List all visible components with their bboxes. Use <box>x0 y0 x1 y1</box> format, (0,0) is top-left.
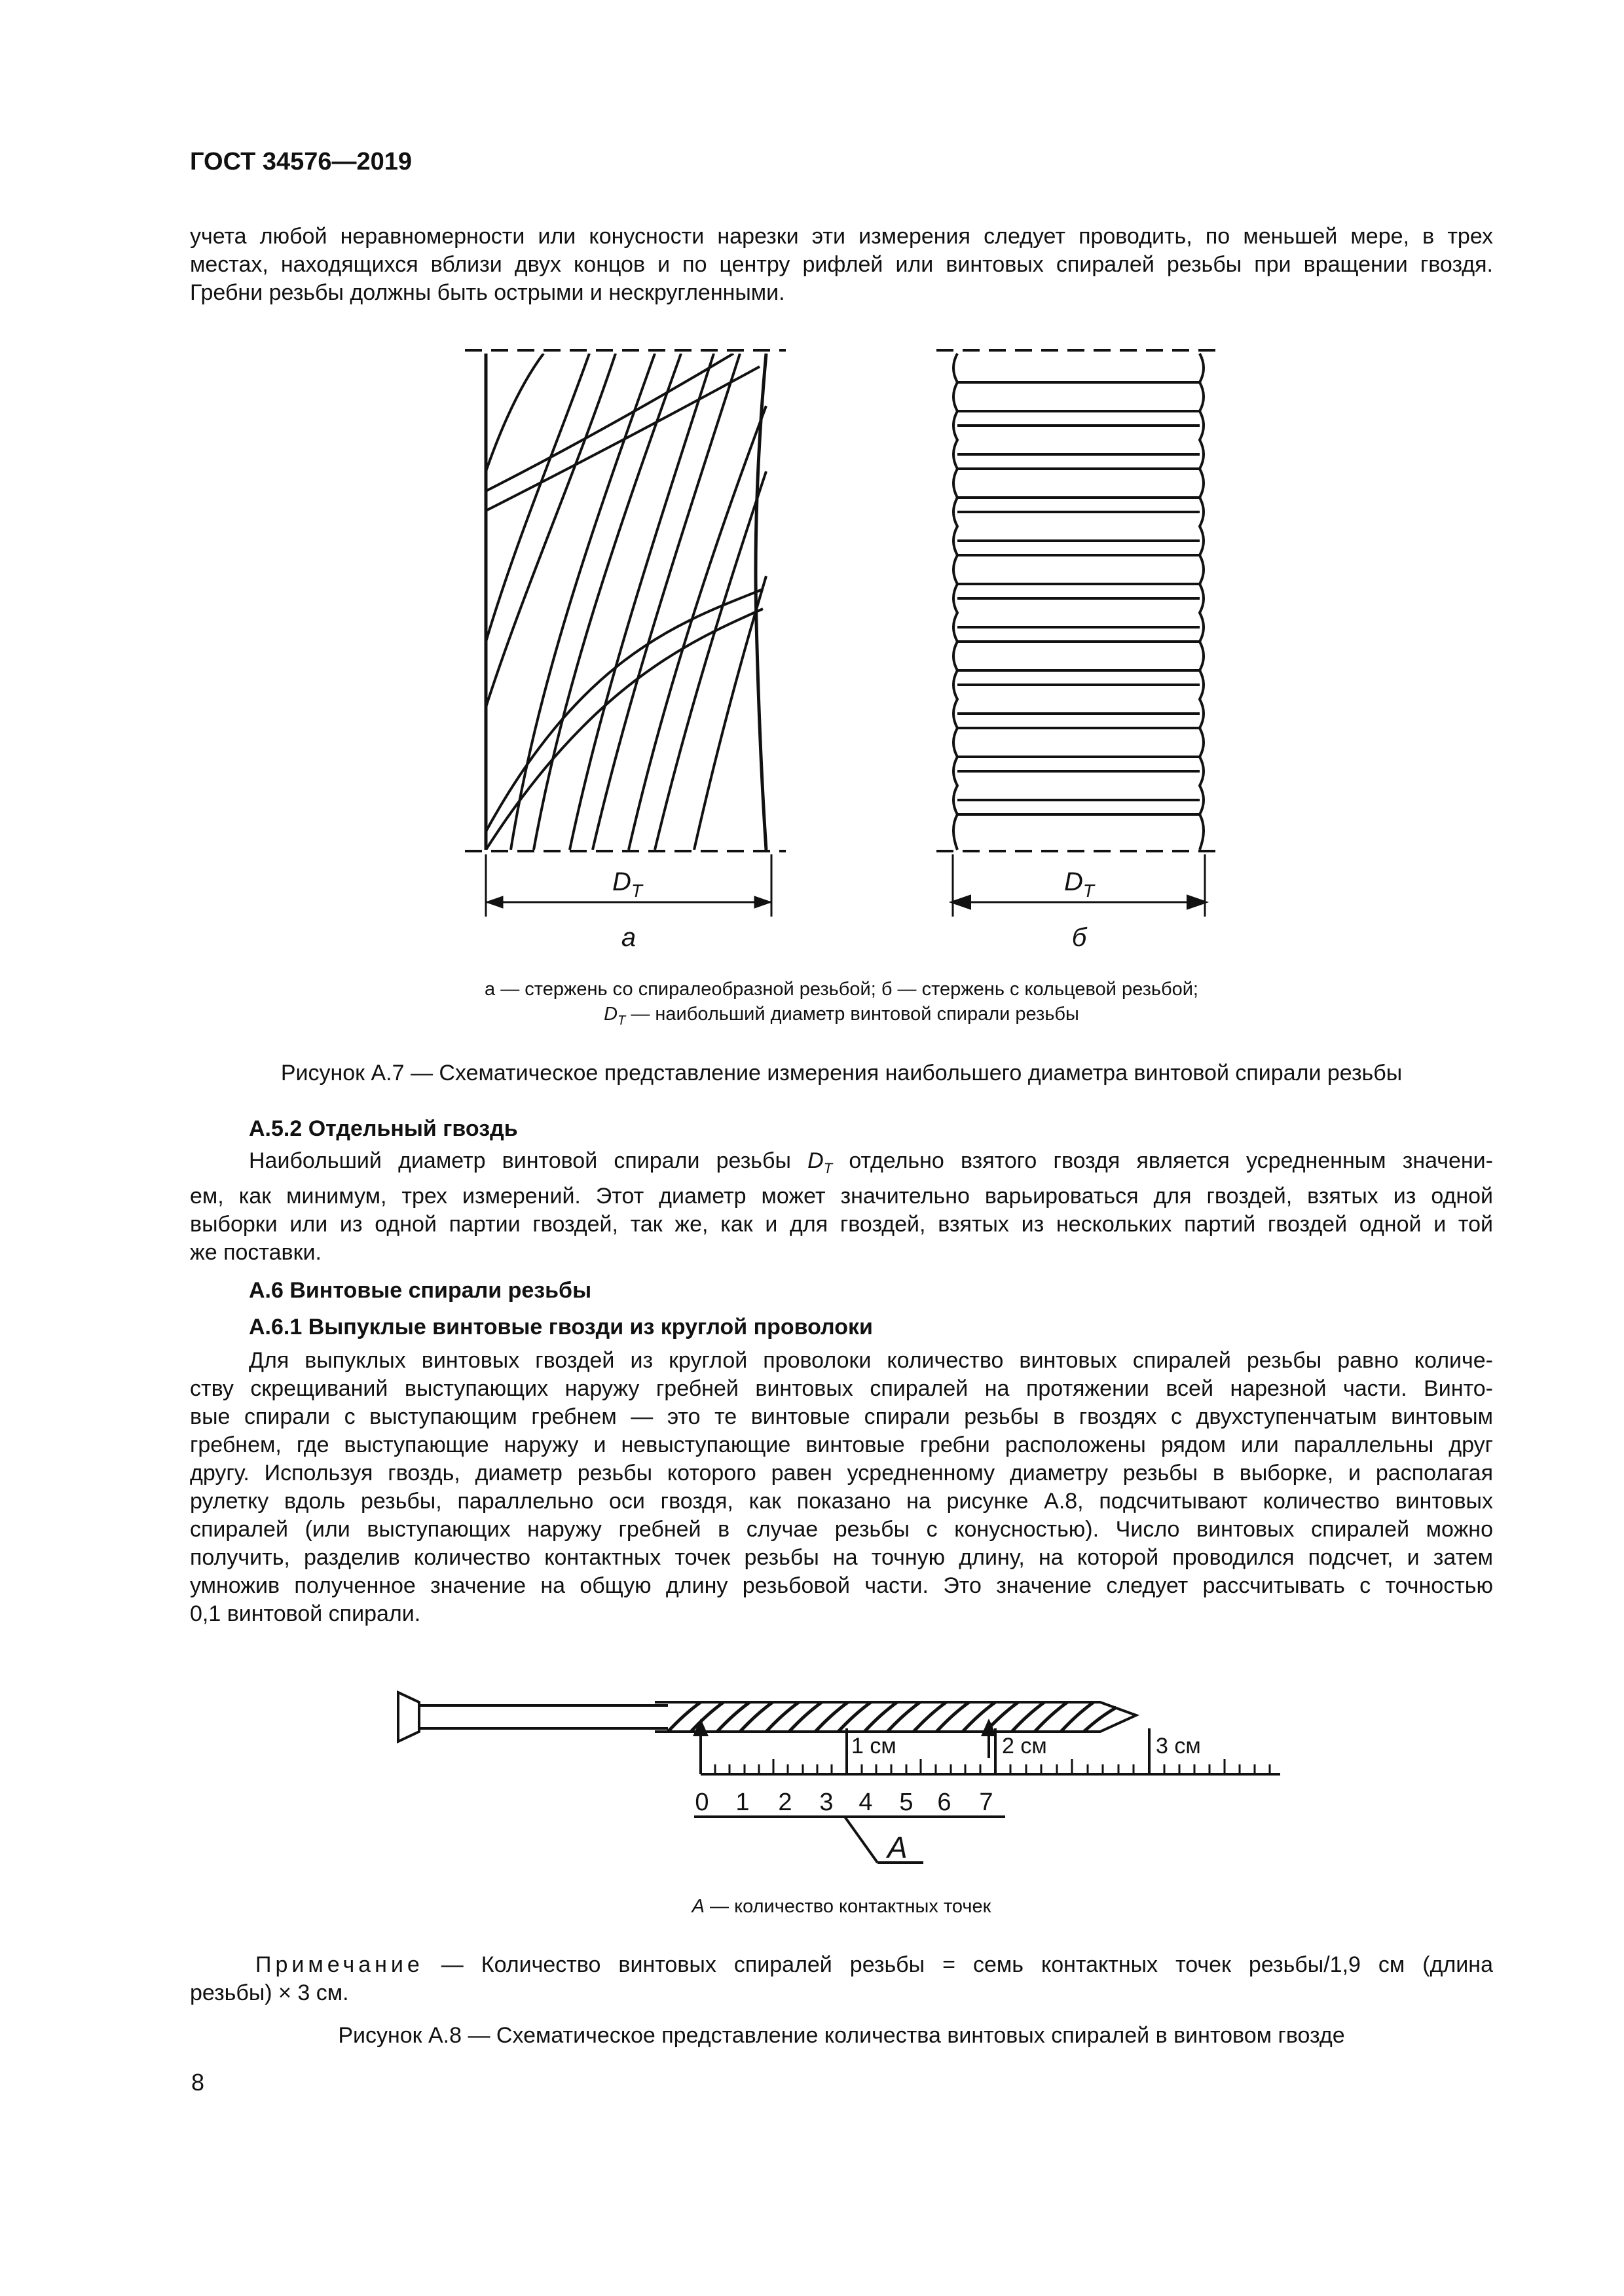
paragraph-line: получить, разделив количество контактных точек резьбы на точную длину, на которой проводился подсчет, и затем <box>190 1545 1493 1570</box>
legend-line-1: а — стержень со спиралеобразной резьбой; б — стержень с кольцевой резьбой; <box>485 979 1198 1000</box>
note-line-2: резьбы) × 3 см. <box>190 1980 349 2005</box>
figure-a8-note <box>190 1951 1493 2007</box>
paragraph-line: рулетку вдоль резьбы, параллельно оси гвоздя, как показано на рисунке А.8, подсчитывают количество винтовых <box>190 1489 1493 1514</box>
paragraph-line: ем, как минимум, трех измерений. Этот диаметр может значительно варьироваться для гвоздей, взятых из одной <box>190 1183 1493 1209</box>
figure-a8-caption: Рисунок А.8 — Схематическое представление количества винтовых спиралей в винтовом гвозде <box>338 2023 1345 2048</box>
count-label: 7 <box>979 1789 993 1816</box>
paragraph-line: ству скрещиваний выступающих наружу гребней винтовых спиралей на протяжении всей нарезной части. Винто- <box>190 1376 1493 1401</box>
count-label: 6 <box>937 1789 951 1816</box>
legend-line-2: $D_T$ — наибольший диаметр винтовой спирали резьбы <box>604 1004 1079 1028</box>
intro-line: Гребни резьбы должны быть острыми и нескругленными. <box>190 280 785 305</box>
paragraph-line: вые спирали с выступающим гребнем — это те винтовые спирали резьбы в гвоздях с двухступенчатым винтовым <box>190 1404 1493 1429</box>
paragraph-line: 0,1 винтовой спирали. <box>190 1601 421 1626</box>
intro-line: местах, находящихся вблизи двух концов и по центру рифлей или винтовых спиралей резьбы при вращении гвоздя. <box>190 252 1493 277</box>
paragraph-line: выборки или из одной партии гвоздей, так же, как и для гвоздей, взятых из нескольких партий гвоздей одной и той <box>190 1211 1493 1237</box>
document-code: ГОСТ 34576—2019 <box>190 148 413 175</box>
section-a52-heading: А.5.2 Отдельный гвоздь <box>249 1116 518 1141</box>
paragraph-line: спиралей (или выступающих наружу гребней в случае резьбы с конусностью). Число винтовых спиралей можно <box>190 1517 1493 1542</box>
paragraph-line: другу. Используя гвоздь, диаметр резьбы которого равен усредненному диаметру резьбы в выборке, и располагая <box>190 1461 1493 1485</box>
section-a52-paragraph <box>190 1147 1493 1267</box>
dimension-label-a: $D_T$ <box>612 867 642 901</box>
figure-a7 <box>0 0 1624 969</box>
spiral-thread-rod <box>465 350 786 917</box>
panel-label-b: б <box>1071 923 1087 952</box>
count-label: 3 <box>819 1789 834 1816</box>
count-label: 4 <box>858 1789 873 1816</box>
paragraph-line: Для выпуклых винтовых гвоздей из круглой проволоки количество винтовых спиралей резьбы равно количе- <box>249 1348 1493 1373</box>
section-a61-heading: А.6.1 Выпуклые винтовые гвозди из круглой проволоки <box>249 1315 873 1339</box>
figure-a8 <box>0 1637 1624 1938</box>
note-line-1: Примечание — Количество винтовых спиралей резьбы = семь контактных точек резьбы/1,9 см (длина <box>255 1952 1493 1977</box>
count-label: 5 <box>899 1789 913 1816</box>
pointer-label-a: А <box>887 1831 908 1865</box>
count-label: 1 <box>735 1789 750 1816</box>
panel-label-a: а <box>621 923 637 952</box>
dimension-label-b: $D_T$ <box>1064 867 1094 901</box>
figure-a7-caption: Рисунок А.7 — Схематическое представление измерения наибольшего диаметра винтовой спирали резьбы <box>280 1061 1403 1085</box>
ruler-label-3cm: 3 см <box>1156 1734 1201 1758</box>
count-labels <box>695 1789 993 1816</box>
ruler-label-1cm: 1 см <box>851 1734 896 1758</box>
page-number: 8 <box>191 2069 205 2096</box>
count-label: 2 <box>778 1789 792 1816</box>
figure-a7-legend <box>190 977 1493 1033</box>
count-label: 0 <box>695 1789 709 1816</box>
section-a61-paragraph <box>190 1347 1493 1628</box>
intro-line: учета любой неравномерности или конусности нарезки эти измерения следует проводить, по меньшей мере, в трех <box>190 224 1493 249</box>
paragraph-line: же поставки. <box>190 1239 322 1265</box>
section-a6-heading: А.6 Винтовые спирали резьбы <box>249 1278 592 1303</box>
figure-a8-legend: А — количество контактных точек <box>692 1896 991 1917</box>
ring-thread-rod <box>936 350 1218 917</box>
paragraph-line: умножив полученное значение на общую длину резьбовой части. Это значение следует рассчитывать с точностью <box>190 1573 1493 1598</box>
ruler-label-2cm: 2 см <box>1002 1734 1047 1758</box>
paragraph-line: гребнем, где выступающие наружу и невыступающие винтовые гребни расположены рядом или параллельны друг <box>190 1432 1493 1457</box>
paragraph-line: Наибольший диаметр винтовой спирали резьбы $D_T$ отдельно взятого гвоздя является усредненным значени- <box>249 1148 1493 1176</box>
